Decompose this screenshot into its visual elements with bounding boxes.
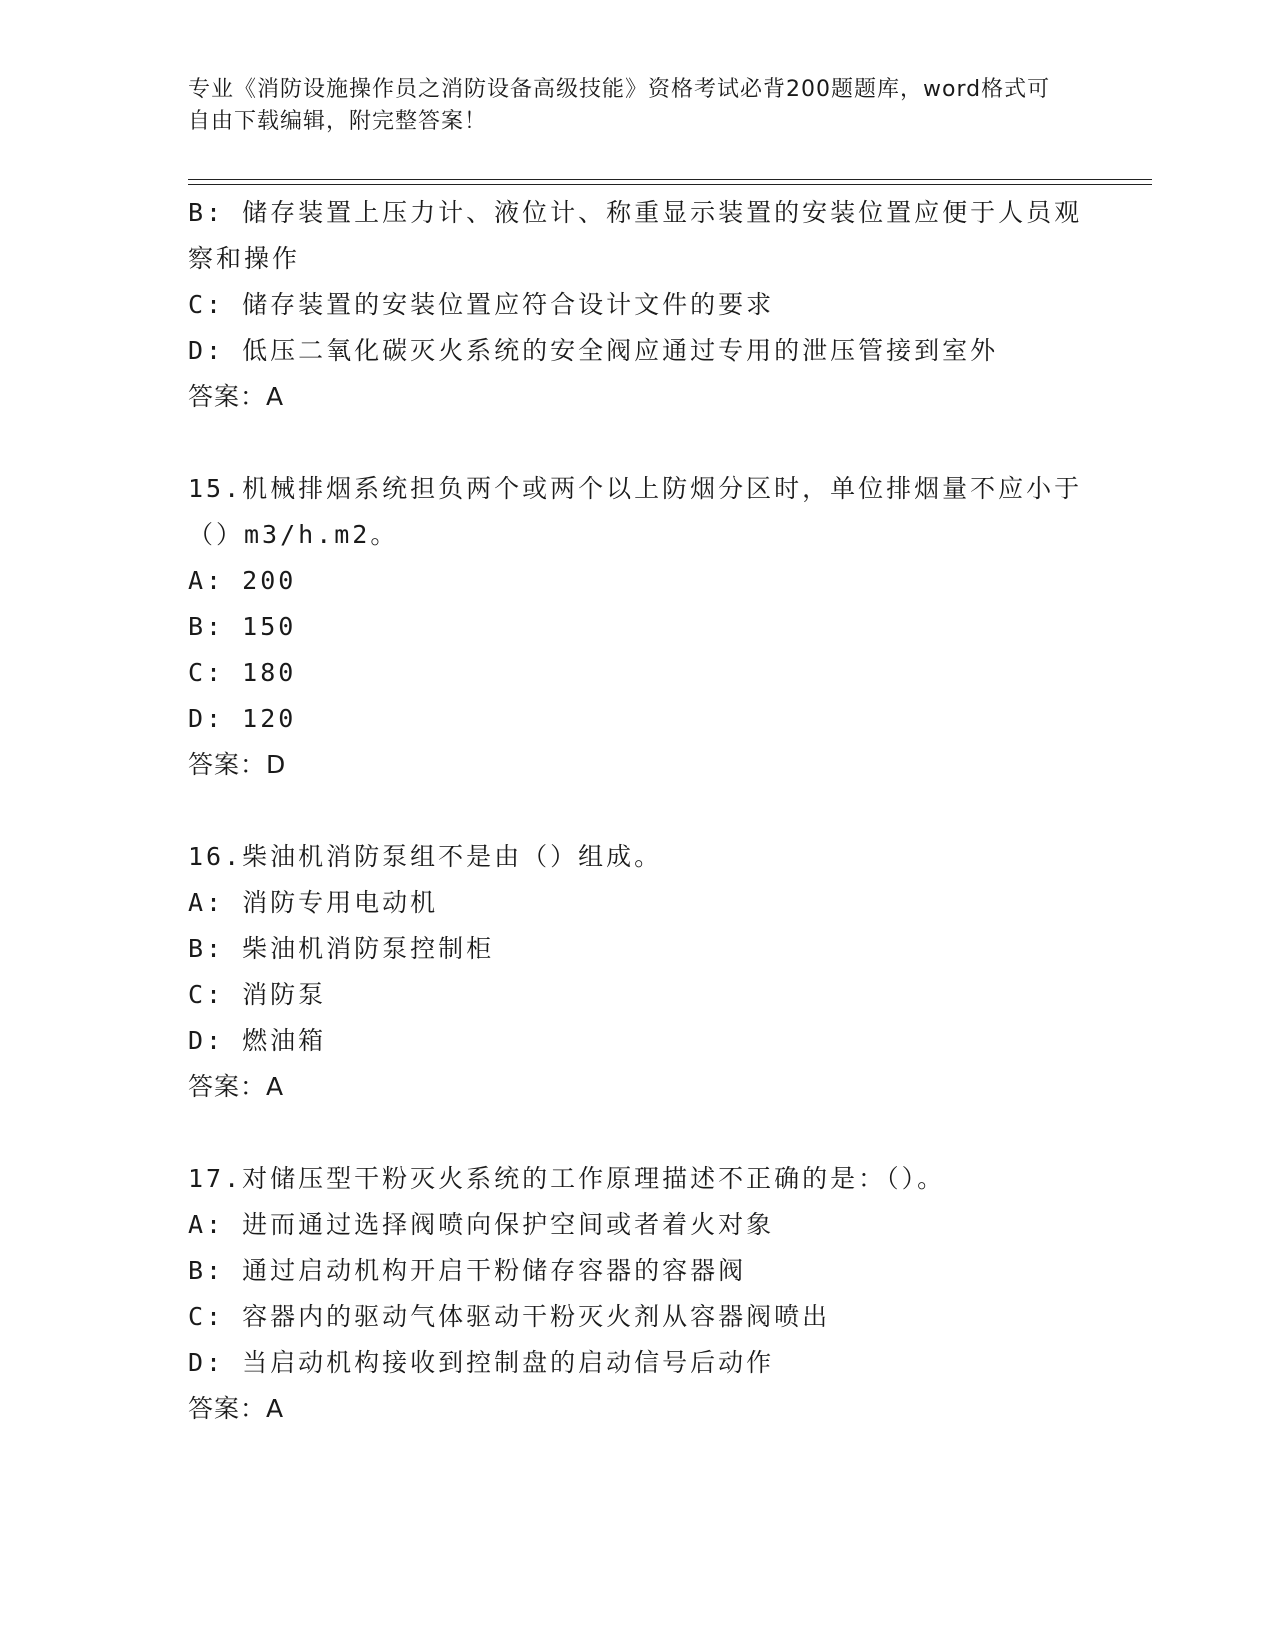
question-content [188, 190, 1088, 1432]
header-rule-top [188, 179, 1152, 180]
option-c: C: 180 [188, 658, 297, 687]
option-c: C: 储存装置的安装位置应符合设计文件的要求 [188, 290, 775, 319]
document-header: 专业《消防设施操作员之消防设备高级技能》资格考试必背200题题库，word格式可自由下载编辑，附完整答案！ [188, 77, 1051, 134]
option-c: C: 消防泵 [188, 980, 327, 1009]
option-c: C: 容器内的驱动气体驱动干粉灭火剂从容器阀喷出 [188, 1302, 831, 1331]
option-d: D: 120 [188, 704, 297, 733]
answer-line: 答案：D [188, 750, 287, 779]
option-a: A: 消防专用电动机 [188, 888, 439, 917]
question-stem: 16.柴油机消防泵组不是由（）组成。 [188, 842, 663, 871]
answer-line: 答案：A [188, 382, 285, 411]
option-b: B: 柴油机消防泵控制柜 [188, 934, 495, 963]
answer-line: 答案：A [188, 1072, 285, 1101]
question-stem: 17.对储压型干粉灭火系统的工作原理描述不正确的是：（）。 [188, 1164, 946, 1193]
header-rule-bottom [188, 184, 1152, 185]
question-16 [188, 834, 1088, 1110]
option-a: A: 进而通过选择阀喷向保护空间或者着火对象 [188, 1210, 775, 1239]
option-a: A: 200 [188, 566, 297, 595]
option-d: D: 低压二氧化碳灭火系统的安全阀应通过专用的泄压管接到室外 [188, 336, 999, 365]
option-b: B: 通过启动机构开启干粉储存容器的容器阀 [188, 1256, 747, 1285]
option-b: B: 储存装置上压力计、液位计、称重显示装置的安装位置应便于人员观察和操作 [188, 198, 1083, 273]
question-stem: 15.机械排烟系统担负两个或两个以上防烟分区时，单位排烟量不应小于（）m3/h.m2。 [188, 474, 1083, 549]
option-d: D: 当启动机构接收到控制盘的启动信号后动作 [188, 1348, 775, 1377]
answer-line: 答案：A [188, 1394, 285, 1423]
prev-question-block [188, 190, 1088, 420]
option-d: D: 燃油箱 [188, 1026, 327, 1055]
question-15 [188, 466, 1088, 788]
question-17 [188, 1156, 1088, 1432]
option-b: B: 150 [188, 612, 297, 641]
